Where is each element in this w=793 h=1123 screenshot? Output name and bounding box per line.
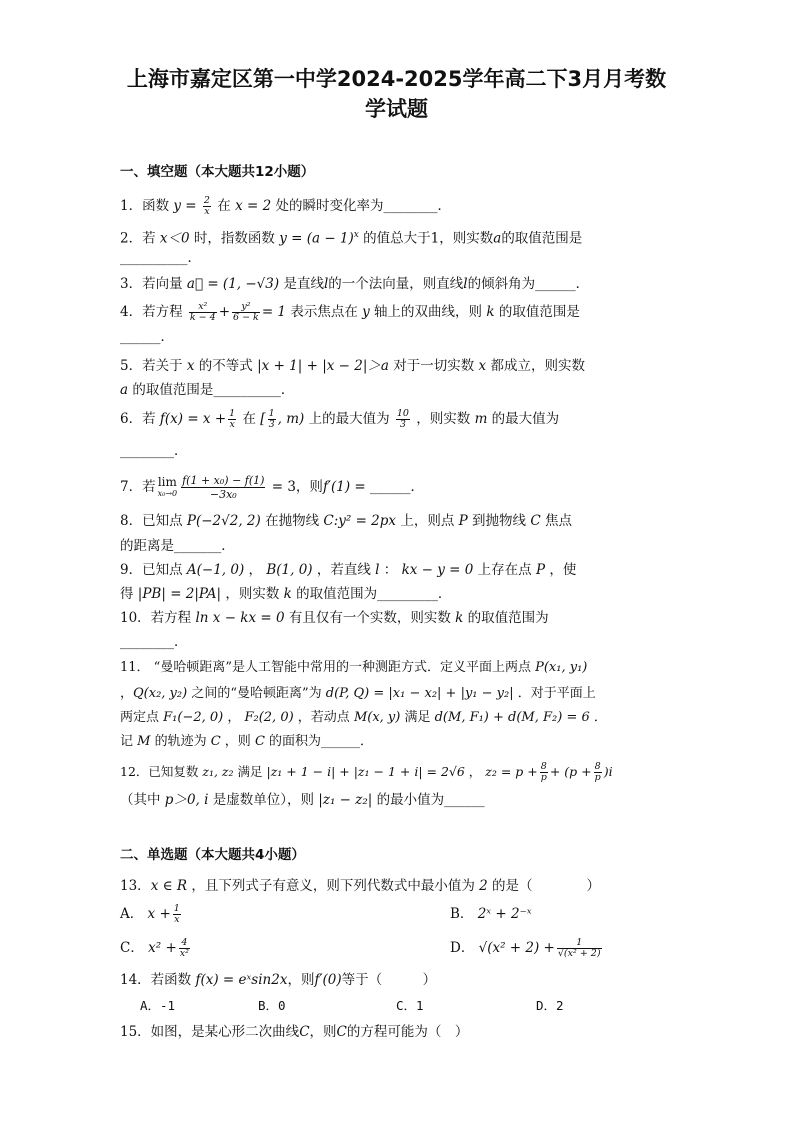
q4-frac-2 <box>232 302 260 323</box>
q6-frac-1 <box>228 409 236 430</box>
q6-bracket: [ <box>260 411 266 427</box>
q2-exp: x <box>353 230 359 240</box>
q14-option-b[interactable]: B．0 <box>258 998 286 1013</box>
question-12 <box>120 760 680 784</box>
document-title <box>60 64 733 124</box>
q11-c-2: C <box>254 734 265 749</box>
question-6-blank: ________． <box>120 443 188 459</box>
q4-frac-1-den: k − 4 <box>189 312 216 323</box>
q6-frac-3-den: 3 <box>399 419 406 430</box>
q8-p: P <box>458 513 468 529</box>
q13-option-d[interactable] <box>450 936 604 960</box>
q3-text-3: 的一个法向量，则直线 <box>328 276 464 292</box>
q7-blank: ______． <box>365 479 425 495</box>
q14-text: 14．若函数 <box>120 972 196 988</box>
title-line-2: 学试题 <box>365 97 428 121</box>
q10-text-3: 的取值范围为 <box>463 610 549 626</box>
q13-option-b-expr: 2ˣ + 2⁻ˣ <box>477 906 532 922</box>
q7-frac <box>181 474 265 501</box>
q6-text: 6．若 <box>120 411 160 427</box>
q4-text-4: 的取值范围是 <box>494 304 580 320</box>
q7-frac-den: −3x₀ <box>209 488 237 501</box>
q8-text-5: 焦点 <box>540 513 572 529</box>
q5-text-3: 对于一切实数 <box>388 358 479 374</box>
q13-option-d-label: D． <box>450 940 475 956</box>
q14-func: f(x) = eˣsin2x <box>195 972 288 988</box>
title-line-1: 上海市嘉定区第一中学2024-2025学年高二下3月月考数 <box>126 67 667 91</box>
q4-k: k <box>486 304 495 320</box>
q4-y: y <box>362 304 370 320</box>
q9-line: kx − y = 0 <box>401 562 474 578</box>
q11-text-5: ，若动点 <box>293 710 354 725</box>
q7-text: 7．若 <box>120 479 156 495</box>
q12-end: )i <box>603 764 613 779</box>
q12-text-4: 是虚数单位），则 <box>208 792 319 808</box>
q13-option-a-den: x <box>174 914 180 925</box>
q15-text: 15．如图，是某心形二次曲线 <box>120 1024 300 1040</box>
q4-text: 4．若方程 <box>120 304 187 320</box>
q14-option-d[interactable]: D．2 <box>536 998 564 1013</box>
q1-math: x = 2 <box>235 198 272 214</box>
q11-text: 11． “曼哈顿距离”是人工智能中常用的一种测距方式．定义平面上两点 <box>120 660 536 675</box>
question-11 <box>120 656 680 680</box>
q9-text: 9．已知点 <box>120 562 187 578</box>
q11-text-4: 两定点 <box>120 710 164 725</box>
q8-parabola: C:y² = 2px <box>323 513 397 529</box>
question-14 <box>120 968 680 992</box>
q11-p: P(x₁, y₁) <box>535 660 588 675</box>
q5-text-4: 都成立，则实数 <box>486 358 585 374</box>
q13-option-c[interactable] <box>120 936 192 960</box>
q13-option-c-frac <box>179 938 190 959</box>
q6-text-2: 在 <box>238 411 261 427</box>
q2-math-2: y = (a − 1) <box>279 230 354 247</box>
q1-frac-num: 2 <box>203 195 210 206</box>
q13-text-3: 的是（ ） <box>487 878 601 894</box>
q6-func: f(x) = x + <box>159 411 227 427</box>
q9-text-6: ，则实数 <box>221 586 284 602</box>
q9-a: A(−1, 0) <box>186 562 245 578</box>
question-13 <box>120 874 680 898</box>
q5-text-2: 的不等式 <box>194 358 258 374</box>
q15-text-2: ，则 <box>309 1024 337 1040</box>
question-4-blank: ______． <box>120 329 174 345</box>
q14-option-a[interactable]: A．-1 <box>140 998 176 1013</box>
q5-text-5: 的取值范围是__________． <box>128 382 295 398</box>
q2-text: 2．若 <box>120 230 160 247</box>
q10-text-2: 有且仅有一个实数，则实数 <box>284 610 456 626</box>
question-11-line-2 <box>120 682 680 706</box>
question-2-blank: __________． <box>120 250 201 266</box>
q13-option-c-label: C． <box>120 940 144 956</box>
q9-text-7: 的取值范围为_________． <box>291 586 452 602</box>
question-9-line-2 <box>120 582 680 606</box>
q2-text-2: 时，指数函数 <box>189 230 280 247</box>
q11-f2: F₂(2, 0) <box>244 710 294 725</box>
q4-text-3: 轴上的双曲线，则 <box>369 304 487 320</box>
q6-text-3: 上的最大值为 <box>304 411 394 427</box>
q11-cond: d(M, F₁) + d(M, F₂) = 6 <box>434 710 590 725</box>
question-8 <box>120 509 680 533</box>
q11-period: ． <box>589 710 607 725</box>
q13-option-a-num: 1 <box>173 903 180 914</box>
q11-f1: F₁(−2, 0) <box>163 710 224 725</box>
q12-p: p＞0, i <box>164 792 209 808</box>
q12-text-3: （其中 <box>120 792 165 808</box>
q15-text-3: 的方程可能为（ ） <box>346 1024 469 1040</box>
q9-l: l <box>375 562 380 578</box>
q6-m: m <box>474 411 488 427</box>
q12-frac-2-num: 8 <box>594 761 601 772</box>
question-10-blank: ________． <box>120 634 188 650</box>
q6-frac-3 <box>396 409 410 430</box>
q5-x: x <box>186 358 195 374</box>
q13-option-d-frac <box>557 938 602 959</box>
question-11-line-4 <box>120 730 680 754</box>
q12-z2: z₂ = p + <box>485 764 538 779</box>
q9-b: B(1, 0) <box>266 562 313 578</box>
q11-text-8: 的轨迹为 <box>150 734 211 749</box>
q14-deriv: f′(0) <box>314 972 342 988</box>
q11-c: C <box>210 734 221 749</box>
q12-frac-1 <box>540 762 548 783</box>
q3-text: 3．若向量 <box>120 276 187 292</box>
q14-text-2: ，则 <box>287 972 315 988</box>
q11-text-9: ，则 <box>220 734 255 749</box>
q13-option-d-num: 1 <box>557 938 602 949</box>
q6-frac-1-den: x <box>229 419 235 430</box>
q13-two: 2 <box>479 878 488 894</box>
section-heading-single-choice: 二、单选题（本大题共4小题） <box>120 847 305 863</box>
q7-lim <box>158 476 178 500</box>
q1-fraction <box>203 196 211 217</box>
q1-y: y = <box>173 198 197 214</box>
q11-text-7: 记 <box>120 734 138 749</box>
q4-frac-1-num: x² <box>189 302 217 313</box>
q14-text-3: 等于（ ） <box>341 972 437 988</box>
q4-text-2: 表示焦点在 <box>290 304 363 320</box>
q10-eq: ln x − kx = 0 <box>195 610 285 626</box>
q11-comma-2: ， <box>223 710 245 725</box>
q13-option-a-label: A． <box>120 906 144 922</box>
q11-m-2: M <box>137 734 151 749</box>
q9-text-5: 得 <box>120 586 138 602</box>
q8-c: C <box>530 513 541 529</box>
q3-text-4: 的倾斜角为______． <box>467 276 590 292</box>
q13-x: x ∈ R <box>150 878 188 894</box>
q2-math-1: x＜0 <box>159 230 190 247</box>
question-8-line-2: 的距离是_______． <box>120 538 235 554</box>
q12-frac-1-den: p <box>540 772 547 783</box>
q6-text-5: 的最大值为 <box>487 411 560 427</box>
q11-text-2: 之间的“曼哈顿距离”为 <box>187 686 326 701</box>
q9-condition: |PB| = 2|PA| <box>137 586 222 602</box>
q12-comma: ， <box>464 764 486 779</box>
q5-a: a <box>120 382 129 398</box>
q4-plus: + <box>218 304 231 320</box>
q11-text-6: 满足 <box>400 710 435 725</box>
q8-text-3: 上，则点 <box>396 513 459 529</box>
q5-x-2: x <box>478 358 487 374</box>
q3-l-2: l <box>463 276 468 292</box>
q4-eq: = 1 <box>261 304 287 320</box>
q6-frac-2-den: 3 <box>268 419 275 430</box>
q12-text-5: 的最小值为______ <box>372 792 485 808</box>
question-11-line-3 <box>120 706 680 730</box>
q8-point: P(−2√2, 2) <box>186 513 261 529</box>
q11-text-3: ．对于平面上 <box>513 686 596 701</box>
q4-frac-1 <box>189 302 217 323</box>
q13-option-c-expr: x² + <box>148 940 177 956</box>
q13-text-2: ，且下列式子有意义，则下列代数式中最小值为 <box>187 878 480 894</box>
q12-part: + (p + <box>549 764 592 779</box>
q8-text-2: 在抛物线 <box>260 513 324 529</box>
question-6 <box>120 407 680 431</box>
q12-text: 12．已知复数 <box>120 764 203 779</box>
q11-comma: ， <box>120 686 134 701</box>
q1-text-3: 处的瞬时变化率为________． <box>275 198 451 214</box>
q13-option-a-expr: x + <box>147 906 171 922</box>
q5-inequality: |x + 1| + |x − 2|＞a <box>257 358 389 374</box>
q12-z: z₁, z₂ <box>202 764 234 779</box>
q3-text-2: 是直线 <box>279 276 324 292</box>
q12-frac-2 <box>594 762 602 783</box>
q2-text-3: 的值总大于1，则实数 <box>358 230 494 247</box>
question-5 <box>120 354 680 378</box>
question-12-line-2 <box>120 788 680 812</box>
q4-frac-2-den: 6 − k <box>233 312 259 323</box>
q7-deriv: f′(1) = <box>322 479 366 495</box>
question-7 <box>120 474 680 501</box>
q12-frac-1-num: 8 <box>540 761 547 772</box>
q2-text-4: 的取值范围是 <box>501 230 583 247</box>
question-10 <box>120 606 680 630</box>
q10-text: 10．若方程 <box>120 610 196 626</box>
q13-option-c-den: x² <box>179 948 189 959</box>
q9-text-2: ，若直线 <box>312 562 376 578</box>
q13-option-d-den: √(x² + 2) <box>557 948 601 959</box>
q7-text-2: = 3，则 <box>267 479 323 495</box>
q1-frac-den: x <box>204 206 210 217</box>
q11-m: M(x, y) <box>353 710 401 725</box>
q13-option-b[interactable] <box>450 902 532 926</box>
q6-frac-1-num: 1 <box>229 408 236 419</box>
q11-text-10: 的面积为______． <box>264 734 374 749</box>
q15-c: C <box>299 1024 310 1040</box>
q9-k: k <box>283 586 292 602</box>
q7-lim-word: lim <box>157 474 177 489</box>
q13-option-a-frac <box>173 904 181 925</box>
q9-text-3: 上存在点 <box>473 562 536 578</box>
q9-text-4: ，使 <box>545 562 577 578</box>
q14-option-c[interactable]: C．1 <box>396 998 424 1013</box>
q9-comma: ， <box>244 562 267 578</box>
q6-frac-2-num: 1 <box>268 408 275 419</box>
q15-c-2: C <box>336 1024 347 1040</box>
question-15 <box>120 1020 680 1044</box>
q6-frac-3-num: 10 <box>396 408 409 419</box>
q12-abs: |z₁ − z₂| <box>318 792 373 808</box>
q11-dist: d(P, Q) = |x₁ − x₂| + |y₁ − y₂| <box>325 686 514 701</box>
q5-text: 5．若关于 <box>120 358 187 374</box>
question-4 <box>120 300 680 324</box>
q3-l: l <box>323 276 329 292</box>
q13-option-c-num: 4 <box>179 938 190 949</box>
q8-text-4: 到抛物线 <box>467 513 531 529</box>
q11-q: Q(x₂, y₂) <box>133 686 188 701</box>
q13-text: 13． <box>120 878 151 894</box>
q7-frac-num: f(1 + x₀) − f(1) <box>182 474 265 487</box>
q4-frac-2-num: y² <box>232 302 260 313</box>
q7-lim-sub: x₀→0 <box>157 488 178 498</box>
q13-option-a[interactable] <box>120 902 183 926</box>
q10-k: k <box>455 610 464 626</box>
q12-cond: |z₁ + 1 − i| + |z₁ − 1 + i| = 2√6 <box>266 764 465 779</box>
q2-math-3: a <box>493 230 502 247</box>
section-heading-fill-blank: 一、填空题（本大题共12小题） <box>120 164 315 180</box>
q13-option-d-expr: √(x² + 2) + <box>478 940 555 956</box>
question-3 <box>120 272 680 296</box>
q6-interval-end: , m) <box>277 411 305 427</box>
q9-colon: ： <box>379 562 402 578</box>
q12-frac-2-den: p <box>594 772 601 783</box>
question-9 <box>120 558 680 582</box>
q1-text: 1．函数 <box>120 198 174 214</box>
question-5-line-2 <box>120 378 680 402</box>
q6-text-4: ，则实数 <box>411 411 475 427</box>
q12-text-2: 满足 <box>233 764 267 779</box>
q8-text: 8．已知点 <box>120 513 187 529</box>
q9-p: P <box>535 562 546 578</box>
q6-frac-2 <box>268 409 276 430</box>
question-1 <box>120 194 680 218</box>
q3-vector: a⃗ = (1, −√3) <box>186 276 280 292</box>
q13-option-b-label: B． <box>450 906 474 922</box>
q1-text-2: 在 <box>217 198 236 214</box>
